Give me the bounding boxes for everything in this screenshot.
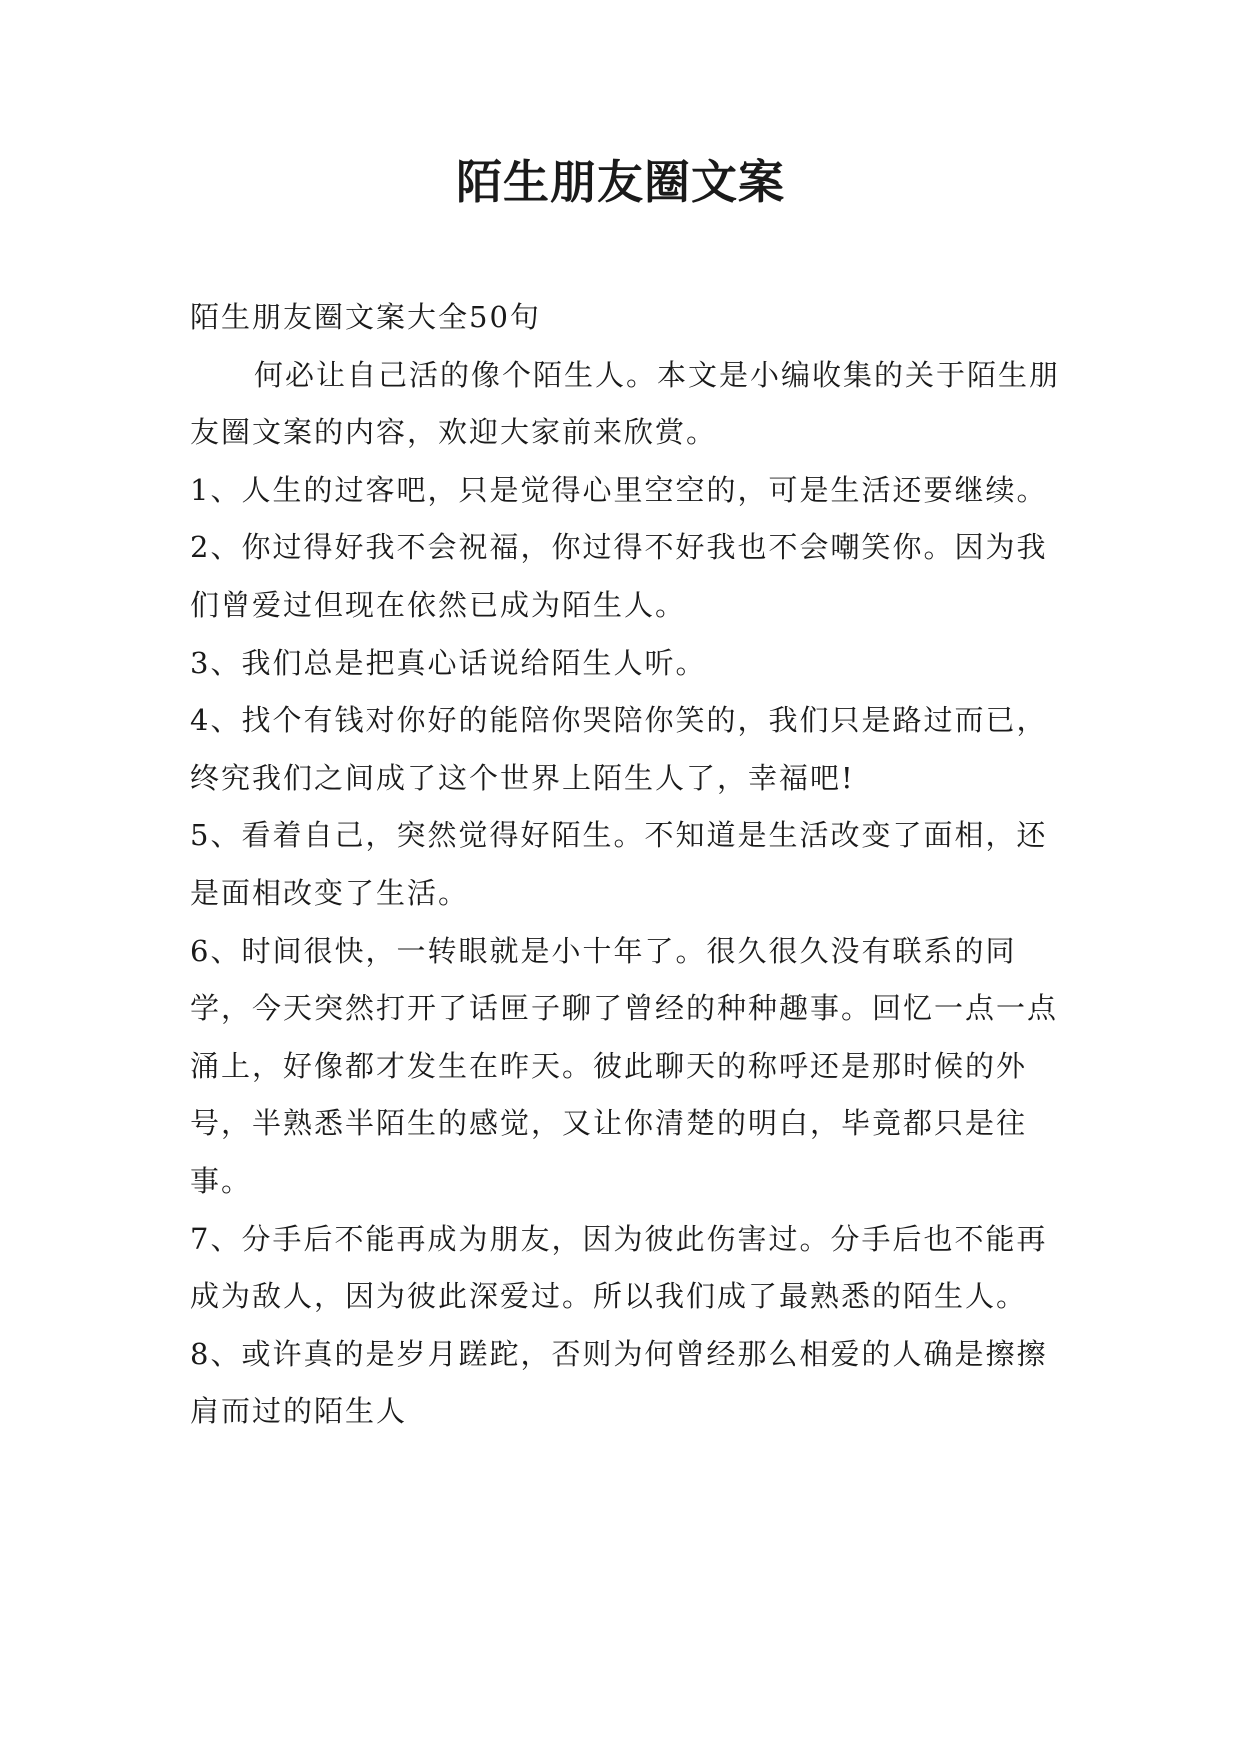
list-item-4: 4、找个有钱对你好的能陪你哭陪你笑的，我们只是路过而已，终究我们之间成了这个世界上陌生人了，幸福吧! <box>190 703 1048 795</box>
list-item-1: 1、人生的过客吧，只是觉得心里空空的，可是生活还要继续。 <box>190 472 1048 507</box>
document-body <box>190 289 1060 1441</box>
list-item-6: 6、时间很快，一转眼就是小十年了。很久很久没有联系的同学，今天突然打开了话匣子聊了曾经的种种趣事。回忆一点一点涌上，好像都才发生在昨天。彼此聊天的称呼还是那时候的外号，半熟悉半陌生的感觉，又让你清楚的明白，毕竟都只是往事。 <box>190 933 1059 1198</box>
intro-paragraph: 何必让自己活的像个陌生人。本文是小编收集的关于陌生朋友圈文案的内容，欢迎大家前来欣赏。 <box>190 357 1061 450</box>
subtitle-line: 陌生朋友圈文案大全50句 <box>190 300 541 334</box>
list-item-8: 8、或许真的是岁月蹉跎，否则为何曾经那么相爱的人确是擦擦肩而过的陌生人 <box>190 1336 1048 1429</box>
list-item-7: 7、分手后不能再成为朋友，因为彼此伤害过。分手后也不能再成为敌人，因为彼此深爱过。所以我们成了最熟悉的陌生人。 <box>190 1221 1048 1314</box>
list-item-5: 5、看着自己，突然觉得好陌生。不知道是生活改变了面相，还是面相改变了生活。 <box>190 818 1048 910</box>
document-title: 陌生朋友圈文案 <box>456 155 785 209</box>
list-item-2: 2、你过得好我不会祝福，你过得不好我也不会嘲笑你。因为我们曾爱过但现在依然已成为陌生人。 <box>190 530 1048 622</box>
list-item-3: 3、我们总是把真心话说给陌生人听。 <box>190 645 707 680</box>
